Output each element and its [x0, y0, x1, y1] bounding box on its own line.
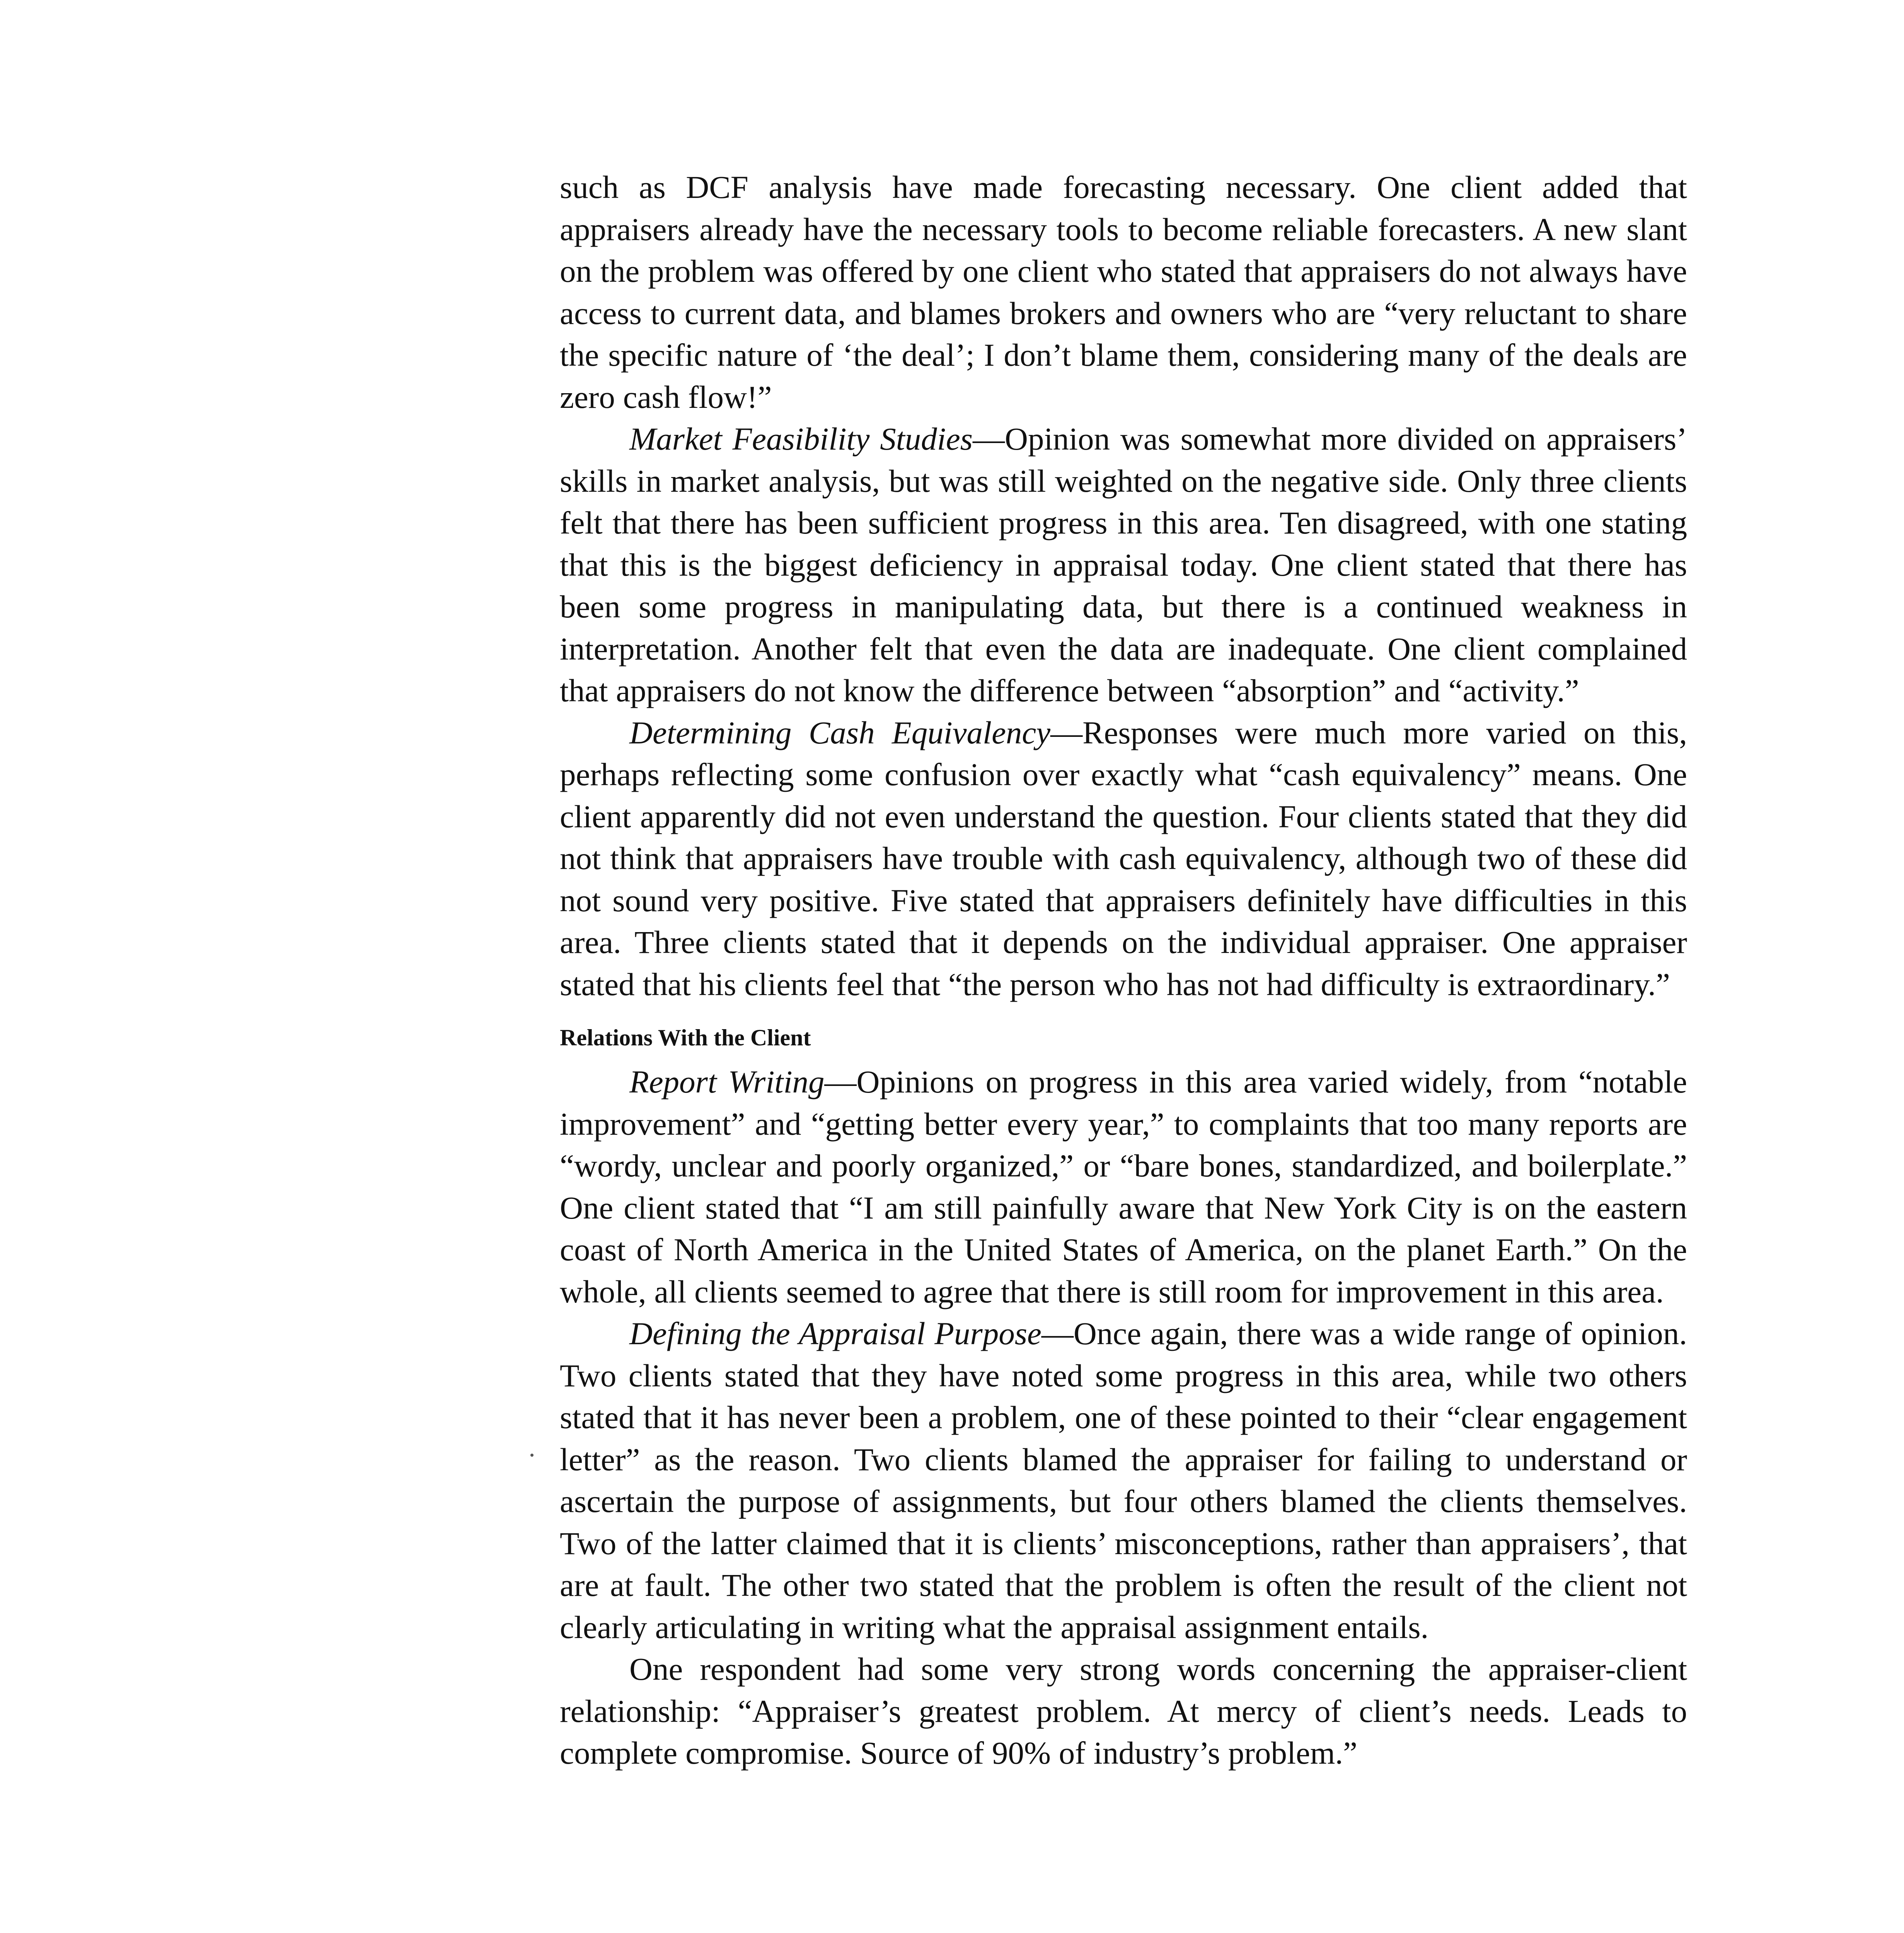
paragraph-cash-equivalency-body: —Responses were much more varied on this, perhaps reflecting some confusion over exactly what “cash equivalency” means. One client apparently did not even understand the question. Four clients stated that they did not think that appraisers have trouble with cash equivalency, although two of these did not sound very positive. Five stated that appraisers definitely have difficulties in this area. Three clients stated that it depends on the individual appraiser. One appraiser stated that his clients feel that “the person who has not had difficulty is extraordinary.” — [560, 714, 1687, 1002]
paragraph-market-feasibility — [560, 418, 1687, 712]
runin-appraisal-purpose: Defining the Appraisal Purpose — [629, 1316, 1041, 1351]
paragraph-forecasting: such as DCF analysis have made forecasting necessary. One client added that appraisers already have the necessary tools to become reliable forecasters. A new slant on the problem was offered by one client who stated that appraisers do not always have access to current data, and blames brokers and owners who are “very reluctant to share the specific nature of ‘the deal’; I don’t blame them, considering many of the deals are zero cash flow!” — [560, 169, 1687, 415]
paragraph-report-writing — [560, 1061, 1687, 1313]
paragraph-report-writing-body: —Opinions on progress in this area varied widely, from “notable improvement” and “getting better every year,” to complaints that too many reports are “wordy, unclear and poorly organized,” or “bare bones, standardized, and boilerplate.” One client stated that “I am still painfully aware that New York City is on the eastern coast of North America in the United States of America, on the planet Earth.” On the whole, all clients seemed to agree that there is still room for improvement in this area. — [560, 1064, 1687, 1309]
paragraph-market-feasibility-body: —Opinion was somewhat more divided on appraisers’ skills in market analysis, but was still weighted on the negative side. Only three clients felt that there has been sufficient progress in this area. Ten disagreed, with one stating that this is the biggest deficiency in appraisal today. One client stated that there has been some progress in manipulating data, but there is a continued weakness in interpretation. Another felt that even the data are inadequate. One client complained that appraisers do not know the difference between “absorption” and “activity.” — [560, 421, 1687, 708]
paragraph-cash-equivalency — [560, 712, 1687, 1006]
runin-report-writing: Report Writing — [629, 1064, 825, 1099]
paragraph-appraisal-purpose — [560, 1313, 1687, 1648]
runin-cash-equivalency: Determining Cash Equivalency — [629, 714, 1051, 750]
margin-mark — [530, 1454, 534, 1457]
runin-market-feasibility: Market Feasibility Studies — [629, 421, 973, 457]
text-column — [560, 166, 1687, 1774]
section-heading: Relations With the Client — [560, 1025, 811, 1050]
paragraph-respondent: One respondent had some very strong words concerning the appraiser-client relationship: “Appraiser’s greatest problem. At mercy of client’s needs. Leads to complete compromise. Source of 90% of industry’s problem.” — [560, 1651, 1687, 1771]
paragraph-appraisal-purpose-body: —Once again, there was a wide range of opinion. Two clients stated that they have noted some progress in this area, while two others stated that it has never been a problem, one of these pointed to their “clear engagement letter” as the reason. Two clients blamed the appraiser for failing to understand or ascertain the purpose of assignments, but four others blamed the clients themselves. Two of the latter claimed that it is clients’ misconceptions, rather than appraisers’, that are at fault. The other two stated that the problem is often the result of the client not clearly articulating in writing what the appraisal assignment entails. — [560, 1316, 1687, 1645]
